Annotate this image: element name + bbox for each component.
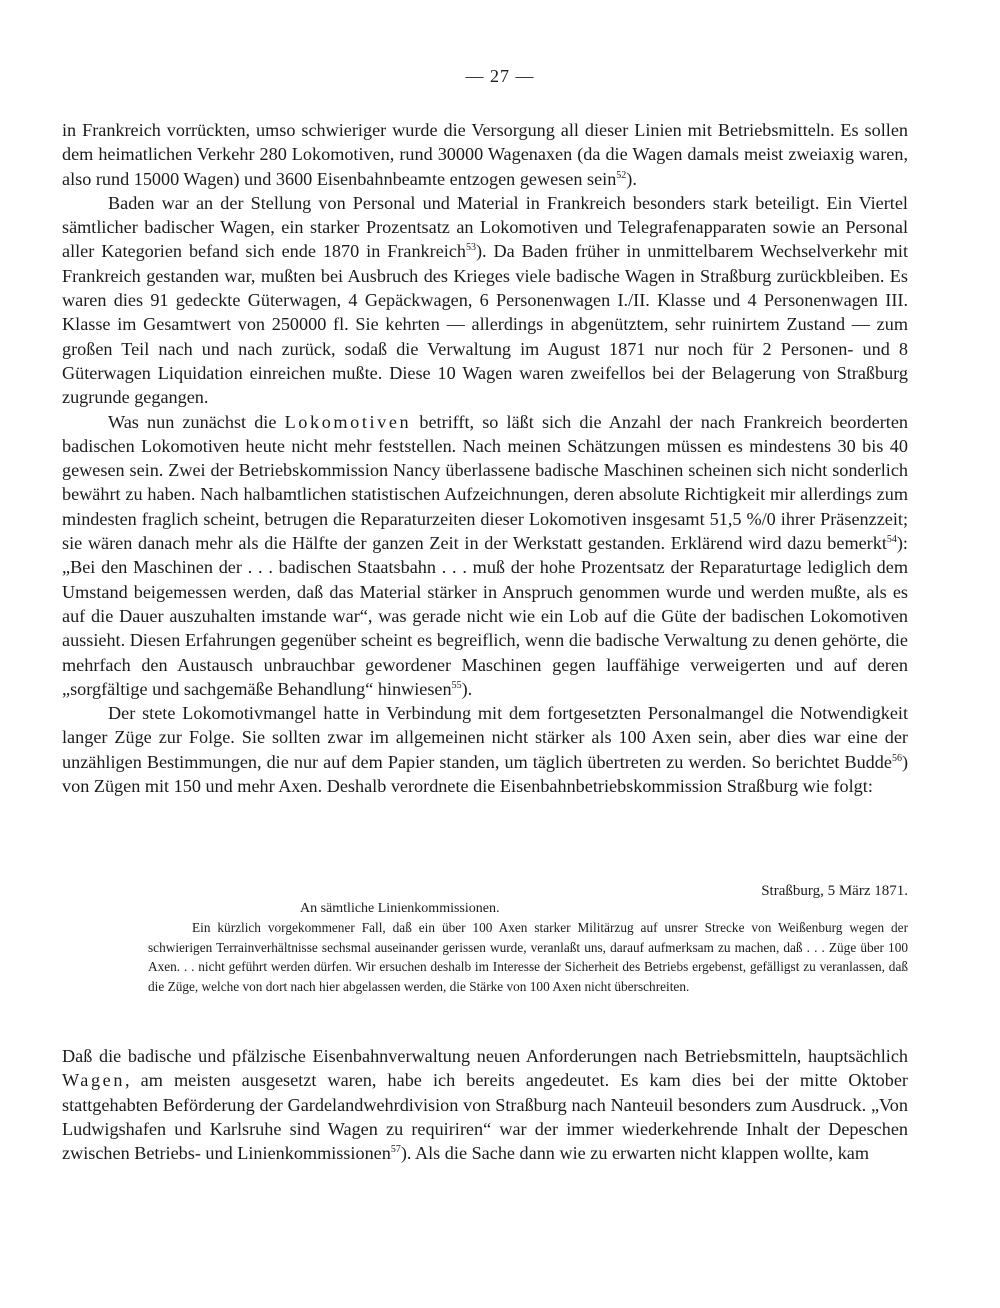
letter-addressee: An sämtliche Linienkommissionen. (300, 901, 500, 916)
paragraph-text: Daß die badische und pfälzische Eisenbahnverwaltung neuen Anforderungen nach Betriebsmitteln, hauptsächlich (62, 1046, 908, 1066)
paragraph-text: ). Da Baden früher in unmittelbarem Wechselverkehr mit Frankreich gestanden war, mußten bei Ausbruch des Krieges viele badische Wagen in Straßburg zurückbleiben. Es waren dies 91 gedeckte Güterwagen, 4 Gepäckwagen, 6 Personenwagen I./II. Klasse und 4 Personenwagen III. Klasse im Gesamtwert von 250000 fl. Sie kehrten — allerdings in abgenütztem, sehr ruinirtem Zustand — zum großen Teil nach und nach zurück, sodaß die Verwaltung im August 1871 nur noch für 2 Personen- und 8 Güterwagen Liquidation einreichen mußte. Diese 10 Wagen waren zweifellos bei der Belagerung von Straßburg zugrunde gegangen. (62, 241, 908, 408)
paragraph-text: in Frankreich vorrückten, umso schwieriger wurde die Versorgung all dieser Linien mit Betriebsmitteln. Es sollen dem heimatlichen Verkehr 280 Lokomotiven, rund 30000 Wagenaxen (da die Wagen damals meist zweiaxig waren, also rund 15000 Wagen) und 3600 Eisenbahnbeamte entzogen gewesen sein (62, 120, 908, 189)
page-number: — 27 — (465, 66, 535, 86)
paragraph-text: ) von Zügen mit 150 und mehr Axen. Deshalb verordnete die Eisenbahnbetriebskommission Straßburg wie folgt: (62, 751, 908, 797)
footnote-marker: 54 (886, 534, 897, 546)
footnote-marker: 55 (451, 679, 462, 691)
letter-date: Straßburg, 5 März 1871. (761, 883, 908, 899)
paragraph-text: ). Als die Sache dann wie zu erwarten nicht klappen wollte, kam (400, 1143, 870, 1164)
paragraph-text: Der stete Lokomotivmangel hatte in Verbindung mit dem fortgesetzten Personalmangel die Notwendigkeit langer Züge zur Folge. Sie sollten zwar im allgemeinen nicht stärker als 100 Axen sein, aber dies war eine der unzähligen Bestimmungen, die nur auf dem Papier standen, um täglich übertreten zu werden. So berichtet Budde (62, 703, 908, 772)
paragraph (62, 1044, 908, 1165)
footnote-marker: 52 (616, 169, 627, 181)
paragraph-text: ). (461, 678, 473, 699)
letter-header (62, 883, 908, 919)
paragraph-text: ). (626, 168, 637, 189)
letter-quote (148, 918, 908, 996)
paragraph-text: betrifft, so läßt sich die Anzahl der nach Frankreich beorderten badischen Lokomotiven heute nicht mehr feststellen. Nach meinen Schätzungen müssen es mindestens 30 bis 40 gewesen sein. Zwei der Betriebskommission Nancy überlassene badische Maschinen scheinen sich nicht sonderlich bewährt zu haben. Nach halbamtlichen statistischen Aufzeichnungen, deren absolute Richtigkeit mir allerdings zum mindesten fraglich scheint, betrugen die Reparaturzeiten dieser Lokomotiven insgesamt 51,5 %/0 ihrer Präsenzzeit; sie wären danach mehr als die Hälfte der ganzen Zeit in der Werkstatt gestanden. Erklärend wird dazu bemerkt (62, 411, 908, 554)
emphasized-word: Lokomotiven (284, 411, 412, 432)
paragraph-text: , am meisten ausgesetzt waren, habe ich bereits angedeutet. Es kam dies bei der mitte Oktober stattgehabten Beförderung der Gardelandwehrdivision von Straßburg nach Nanteuil besonders zum Ausdruck. „Von Ludwigshafen und Karlsruhe sind Wagen zu requiriren“ war der immer wiederkehrende Inhalt der Depeschen zwischen Betriebs- und Linienkommissionen (62, 1070, 908, 1164)
main-text-upper (62, 118, 908, 798)
footnote-marker: 56 (891, 752, 902, 764)
paragraph-text: ): „Bei den Maschinen der . . . badischen Staatsbahn . . . muß der hohe Prozentsatz der Reparaturtage lediglich dem Umstand beigemessen werden, daß das Material stärker in Anspruch genommen wurde und werden mußte, als es auf die Dauer auszuhalten imstande war“, was gerade nicht wie ein Lob auf die Güte der badischen Lokomotiven aussieht. Diesen Erfahrungen gegenüber scheint es begreiflich, wenn die badische Verwaltung zu denen gehörte, die mehrfach den Austausch unbrauchbar gewordener Maschinen gegen lauffähige verweigerten und auf deren „sorgfältige und sachgemäße Behandlung“ hinwiesen (62, 533, 908, 699)
paragraph (62, 191, 908, 410)
footnote-marker: 57 (390, 1144, 401, 1156)
paragraph-text: Baden war an der Stellung von Personal und Material in Frankreich besonders stark beteiligt. Ein Viertel sämtlicher badischer Wagen, ein starker Prozentsatz an Lokomotiven und Telegrafenapparaten sowie an Personal aller Kategorien befand sich ende 1870 in Frankreich (62, 192, 908, 262)
main-text-lower (62, 1044, 908, 1165)
paragraph (62, 701, 908, 798)
paragraph (62, 118, 908, 191)
emphasized-word: Wagen (62, 1070, 126, 1091)
letter-text: Ein kürzlich vorgekommener Fall, daß ein über 100 Axen starker Militärzug auf unsrer Strecke von Weißenburg wegen der schwierigen Terrainverhältnisse sechsmal auseinander gerissen wurde, veranlaßt uns, darauf aufmerksam zu machen, daß . . . Züge über 100 Axen. . . nicht geführt werden dürfen. Wir ersuchen deshalb im Interesse der Sicherheit des Betriebs ergebenst, gefälligst zu veranlassen, daß die Züge, welche von dort nach hier abgelassen werden, die Stärke von 100 Axen nicht überschreiten. (148, 920, 908, 994)
footnote-marker: 53 (466, 242, 476, 254)
paragraph (62, 410, 908, 702)
paragraph-text: Was nun zunächst die (108, 411, 285, 432)
